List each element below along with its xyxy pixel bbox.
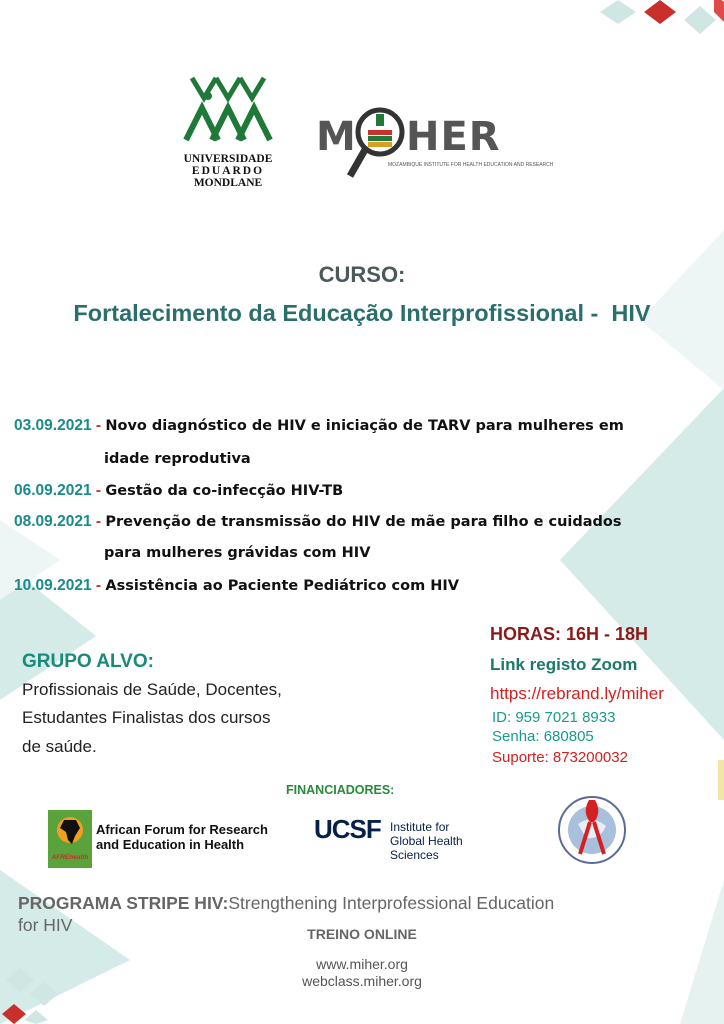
schedule-item-3-cont: para mulheres grávidas com HIV bbox=[104, 545, 371, 561]
meeting-password: Senha: 680805 bbox=[492, 728, 594, 745]
afrehealth-name-line1: African Forum for Research bbox=[96, 822, 268, 837]
meeting-id: ID: 959 7021 8933 bbox=[492, 709, 616, 726]
schedule-dash: - bbox=[91, 482, 106, 499]
decor-diamond-4 bbox=[714, 0, 724, 22]
miher-wordmark: M HER bbox=[316, 114, 501, 160]
schedule-date: 06.09.2021 bbox=[14, 482, 92, 499]
afrehealth-name-line2: and Education in Health bbox=[96, 837, 245, 852]
session-hours: HORAS: 16H - 18H bbox=[490, 624, 649, 644]
uem-name-line1: UNIVERSIDADE bbox=[183, 153, 273, 165]
schedule-item-3 bbox=[14, 513, 622, 531]
africa-map-icon bbox=[48, 810, 92, 854]
schedule-topic: Gestão da co-infecção HIV-TB bbox=[105, 483, 344, 499]
target-group-title: GRUPO ALVO: bbox=[22, 651, 154, 672]
target-group-line-1: Profissionais de Saúde, Docentes, bbox=[22, 680, 282, 699]
schedule-date: 08.09.2021 bbox=[14, 513, 92, 530]
afrehealth-badge-text: AFREhealth bbox=[51, 854, 89, 861]
zoom-link[interactable]: https://rebrand.ly/miher bbox=[490, 684, 664, 703]
target-group-line-2: Estudantes Finalistas dos cursos bbox=[22, 708, 271, 727]
decor-side-bar bbox=[718, 760, 724, 800]
website-link-2[interactable]: webclass.miher.org bbox=[302, 973, 422, 989]
uem-name-line3: MONDLANE bbox=[193, 177, 263, 189]
training-label: TREINO ONLINE bbox=[307, 926, 417, 942]
decor-triangle-bottom-right bbox=[680, 880, 724, 1024]
program-line-2: for HIV bbox=[18, 915, 73, 935]
schedule-item-1 bbox=[14, 417, 624, 435]
schedule-dash: - bbox=[91, 417, 106, 434]
funders-title: FINANCIADORES: bbox=[286, 783, 395, 797]
schedule-topic: Novo diagnóstico de HIV e iniciação de TARV para mulheres em bbox=[105, 418, 624, 434]
zoom-label: Link registo Zoom bbox=[490, 655, 638, 674]
website-link-1[interactable]: www.miher.org bbox=[316, 956, 408, 972]
course-title: Fortalecimento da Educação Interprofissional - HIV bbox=[73, 300, 651, 326]
afrehealth-badge bbox=[48, 810, 92, 868]
ucsf-line2: Global Health bbox=[390, 834, 463, 848]
ucsf-logo bbox=[314, 808, 494, 868]
ucsf-line1: Institute for bbox=[390, 820, 450, 834]
program-line-1 bbox=[18, 893, 554, 914]
decor-diamond-8 bbox=[24, 1010, 48, 1024]
schedule-date: 03.09.2021 bbox=[14, 417, 92, 434]
pepfar-seal-icon bbox=[556, 794, 628, 866]
schedule-dash: - bbox=[91, 513, 106, 530]
schedule-date: 10.09.2021 bbox=[14, 577, 92, 594]
schedule-item-1-cont: idade reprodutiva bbox=[104, 451, 251, 467]
schedule-topic: Assistência ao Paciente Pediátrico com HIV bbox=[105, 578, 460, 594]
afrehealth-logo bbox=[48, 808, 288, 870]
curso-label: CURSO: bbox=[318, 262, 406, 287]
miher-subtitle: MOZAMBIQUE INSTITUTE FOR HEALTH EDUCATION AND RESEARCH bbox=[388, 162, 554, 168]
program-name: PROGRAMA STRIPE HIV: bbox=[18, 893, 229, 913]
decor-diamond-3 bbox=[684, 6, 716, 34]
schedule-item-4 bbox=[14, 577, 459, 595]
miher-logo bbox=[316, 100, 562, 182]
schedule-dash: - bbox=[91, 577, 106, 594]
uem-logo bbox=[182, 72, 274, 194]
uem-emblem-icon bbox=[182, 72, 274, 146]
uem-name-line2: EDUARDO bbox=[191, 165, 265, 177]
decor-diamond-1 bbox=[600, 0, 636, 24]
ucsf-line3: Sciences bbox=[390, 848, 439, 862]
ucsf-mark: UCSF bbox=[314, 814, 381, 844]
program-description: Strengthening Interprofessional Education bbox=[228, 893, 555, 913]
target-group-line-3: de saúde. bbox=[22, 737, 97, 756]
support-phone: Suporte: 873200032 bbox=[492, 749, 628, 766]
schedule-item-2 bbox=[14, 482, 343, 500]
decor-diamond-2 bbox=[644, 0, 676, 24]
schedule-topic: Prevenção de transmissão do HIV de mãe para filho e cuidados bbox=[105, 514, 622, 530]
